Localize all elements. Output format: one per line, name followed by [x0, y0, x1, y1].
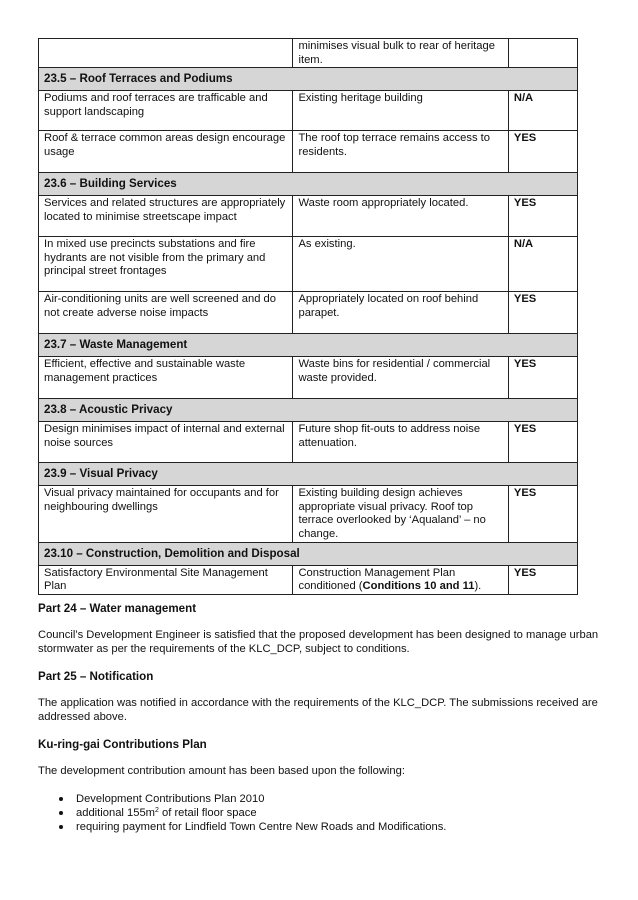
requirement-cell — [39, 39, 293, 68]
section-heading: 23.5 – Roof Terraces and Podiums — [39, 68, 578, 91]
table-row — [39, 131, 578, 173]
section-heading: 23.10 – Construction, Demolition and Disposal — [39, 542, 578, 565]
requirement-cell: Visual privacy maintained for occupants and for neighbouring dwellings — [39, 486, 293, 542]
requirement-cell: In mixed use precincts substations and fire hydrants are not visible from the primary and principal street frontages — [39, 237, 293, 292]
list-item — [38, 806, 578, 820]
comment-cell — [293, 565, 508, 594]
comment-cell: Existing building design achieves appropriate visual privacy. Roof top terrace overlooked by ‘Aqualand’ – no change. — [293, 486, 508, 542]
bullet-icon — [59, 811, 63, 815]
comment-cell: As existing. — [293, 237, 508, 292]
bullet-icon — [59, 797, 63, 801]
list-item-text-end: of retail floor space — [158, 807, 257, 819]
section-row — [39, 173, 578, 196]
section-row — [39, 463, 578, 486]
status-cell: YES — [508, 292, 577, 334]
requirement-cell: Design minimises impact of internal and external noise sources — [39, 422, 293, 463]
table-row — [39, 292, 578, 334]
table-row — [39, 91, 578, 131]
status-cell: YES — [508, 422, 577, 463]
status-cell: N/A — [508, 237, 577, 292]
compliance-table — [38, 38, 578, 595]
superscript-2: 2 — [155, 807, 159, 814]
conditions-reference: Conditions 10 and 11 — [362, 580, 475, 593]
table-row — [39, 422, 578, 463]
status-cell: YES — [508, 196, 577, 237]
table-row — [39, 565, 578, 594]
comment-cell: Appropriately located on roof behind parapet. — [293, 292, 508, 334]
contributions-heading: Ku-ring-gai Contributions Plan — [38, 738, 207, 751]
requirement-cell: Air-conditioning units are well screened and do not create adverse noise impacts — [39, 292, 293, 334]
requirement-cell: Services and related structures are appropriately located to minimise streetscape impact — [39, 196, 293, 237]
section-row — [39, 399, 578, 422]
status-cell: YES — [508, 357, 577, 399]
comment-cell: minimises visual bulk to rear of heritage item. — [293, 39, 508, 68]
section-heading: 23.8 – Acoustic Privacy — [39, 399, 578, 422]
part-24-text: Council’s Development Engineer is satisfied that the proposed development has been designed to manage urban stormwater as per the requirements of the KLC_DCP, subject to conditions. — [38, 629, 599, 655]
status-cell: YES — [508, 565, 577, 594]
section-heading: 23.7 – Waste Management — [39, 334, 578, 357]
comment-text: Construction Management Plan conditioned ( — [298, 566, 456, 593]
section-heading: 23.6 – Building Services — [39, 173, 578, 196]
comment-cell: Waste room appropriately located. — [293, 196, 508, 237]
contributions-intro: The development contribution amount has been based upon the following: — [38, 765, 405, 777]
status-cell: N/A — [508, 91, 577, 131]
list-item — [38, 820, 578, 834]
part-24-heading: Part 24 – Water management — [38, 602, 197, 615]
section-row — [39, 68, 578, 91]
list-item — [38, 792, 578, 806]
table-row — [39, 39, 578, 68]
table-row — [39, 196, 578, 237]
requirement-cell: Roof & terrace common areas design encourage usage — [39, 131, 293, 173]
comment-text-end: ). — [474, 580, 482, 593]
bullet-icon — [59, 825, 63, 829]
table-row — [39, 357, 578, 399]
comment-cell: Waste bins for residential / commercial waste provided. — [293, 357, 508, 399]
comment-cell: The roof top terrace remains access to residents. — [293, 131, 508, 173]
list-item-text: requiring payment for Lindfield Town Centre New Roads and Modifications. — [76, 821, 447, 833]
requirement-cell: Podiums and roof terraces are trafficable and support landscaping — [39, 91, 293, 131]
requirement-cell: Satisfactory Environmental Site Management Plan — [39, 565, 293, 594]
section-heading: 23.9 – Visual Privacy — [39, 463, 578, 486]
part-25-heading: Part 25 – Notification — [38, 670, 154, 683]
status-cell: YES — [508, 486, 577, 542]
list-item-text: Development Contributions Plan 2010 — [76, 793, 265, 805]
comment-cell: Existing heritage building — [293, 91, 508, 131]
table-row — [39, 486, 578, 542]
comment-cell: Future shop fit-outs to address noise attenuation. — [293, 422, 508, 463]
contributions-list — [38, 792, 578, 834]
requirement-cell: Efficient, effective and sustainable waste management practices — [39, 357, 293, 399]
table-row — [39, 237, 578, 292]
section-row — [39, 542, 578, 565]
part-25-text: The application was notified in accordance with the requirements of the KLC_DCP. The submissions received are addressed above. — [38, 697, 598, 723]
section-row — [39, 334, 578, 357]
status-cell — [508, 39, 577, 68]
status-cell: YES — [508, 131, 577, 173]
list-item-text: additional 155m — [76, 807, 155, 819]
